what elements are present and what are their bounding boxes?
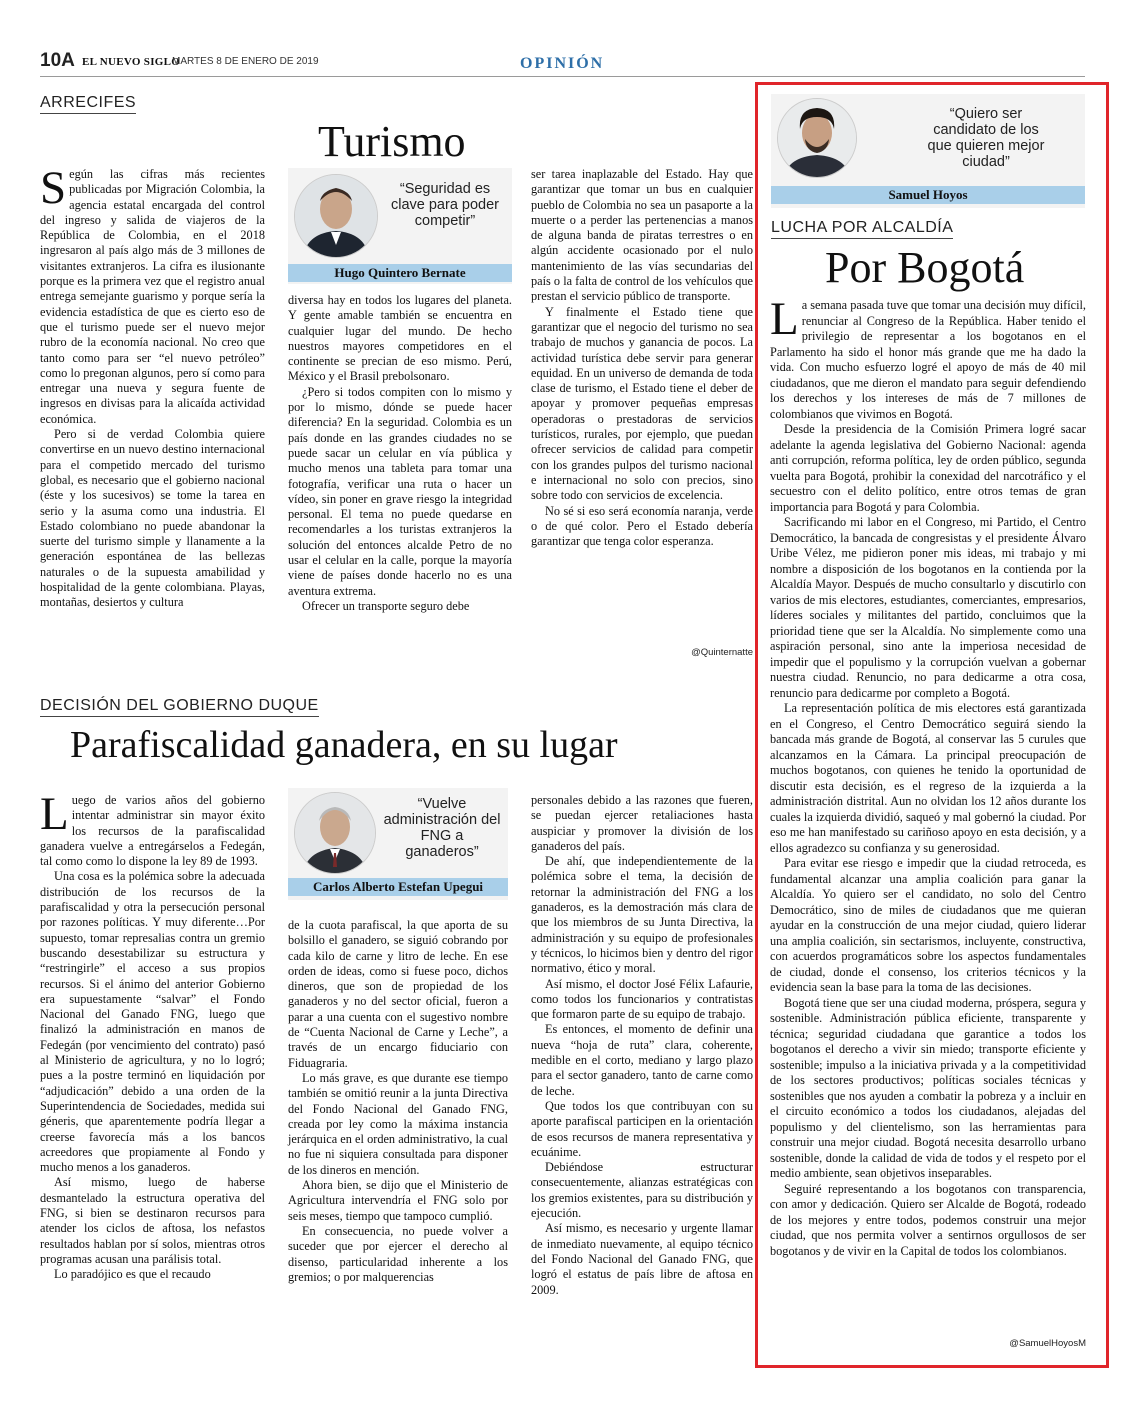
- author-name: Carlos Alberto Estefan Upegui: [288, 878, 508, 896]
- paragraph: Una cosa es la polémica sobre la adecuada distribución de los recursos de la parafiscalidad y otra la persecución personal por razones políticas. Y muy diferente…Por supuesto, tomar represalias contra un gremio buscando desestabilizar su estructura y “restringirle” el acceso a sus propios recursos. Si el ánimo del anterior Gobierno era supuestamente “salvar” el Fondo Nacional del Ganado FNG, luego que finalizó la administración en manos de Fedegán (por vencimiento del contrato) pasó al Ministerio de agricultura, y no lo logró; pues a la postre terminó en liquidación por “adjudicación” debido a una orden de la Superintendencia de Sociedades, medida sui géneris, que aparentemente podría llegar a creerse favorecía más a los bancos acreedores que propiamente al Fondo y mucho menos a los ganaderos.: [40, 869, 265, 1175]
- drop-cap: L: [770, 293, 799, 345]
- newspaper-name: EL NUEVO SIGLO: [82, 56, 181, 68]
- paragraph: Lo más grave, es que durante ese tiempo también se omitió reunir a la junta Directiva del Fondo Nacional del Ganado FNG, creada por ley como la máxima instancia jerárquica en el orden administrativo, la cual no fue ni siquiera consultada para disponer de los dineros en mención.: [288, 1070, 508, 1177]
- author-photo: [777, 98, 857, 178]
- pull-quote: “Quiero ser candidato de los que quieren mejor ciudad”: [927, 106, 1045, 170]
- paragraph: En consecuencia, no puede volver a suceder que por ejercer el derecho al disenso, particularidad inherente a los gremios; o por malquerencias: [288, 1223, 508, 1284]
- paragraph: Así mismo, es necesario y urgente llamar de inmediato nuevamente, al equipo técnico del Fondo Nacional del Ganado FNG, que logró el estatus de país libre de aftosa en 2009.: [531, 1221, 753, 1297]
- paragraph: [40, 162, 265, 427]
- article-column-1: [40, 162, 265, 611]
- paragraph: Y finalmente el Estado tiene que garantizar que el negocio del turismo no sea trabajo de muchos y ganancia de pocos. La actividad turística debe servir para generar equidad. En un universo de demanda de toda clase de turismo, el Estado tiene el deber de apoyar y promover pequeñas empresas operadoras o prestadoras de servicios turísticos, rurales, por ejemplo, que puedan ofrecer servicios de calidad para competir con los grandes pulpos del turismo nacional e internacional no solo con precios, sino sobre todo con servicios de excelencia.: [531, 304, 753, 503]
- paragraph: de la cuota parafiscal, la que aporta de su bolsillo el ganadero, se siguió cobrando por cada kilo de carne y litro de leche. En ese orden de ideas, como si fuese poco, dichos dineros, que son de propiedad de los ganaderos y no del sector oficial, fueron a parar a una cuenta con el sugestivo nombre de “Cuenta Nacional de Carne y Leche”, a través de un encargo fiduciario con Fiduagraria.: [288, 918, 508, 1070]
- author-photo: [294, 792, 376, 874]
- paragraph: Que todos los que contribuyan con su aporte parafiscal participen en la orientación de esos recursos de manera representativa y ecuánime.: [531, 1098, 753, 1159]
- paragraph: Así mismo, luego de haberse desmantelado la estructura operativa del FNG, si bien se destinaron recursos para atender los ciclos de aftosa, los nefastos resultados hablan por sí solos, mientras otros programas acusan una parálisis total.: [40, 1175, 265, 1266]
- author-box: [771, 94, 1085, 208]
- author-box: [288, 168, 512, 284]
- author-portrait-icon: [778, 99, 856, 177]
- paragraph: Pero si de verdad Colombia quiere convertirse en un nuevo destino internacional para el competido mercado del turismo global, es necesario que el gobierno nacional (éste y los sucesivos) se tome la tarea en serio y la asuma como una industria. El Estado colombiano no puede abandonar la suerte del turismo simple y llanamente a la generación espontánea de las bellezas naturales o de la supuesta amabilidad y hospitalidad de la gente colombiana. Playas, montañas, desiertos y cultura: [40, 427, 265, 610]
- article-kicker: LUCHA POR ALCALDÍA: [771, 219, 953, 239]
- article-headline: Turismo: [318, 117, 466, 166]
- paragraph: ¿Pero si todos compiten con lo mismo y por lo mismo, dónde se puede hacer diferencia? En la seguridad. Colombia es un país donde en las grandes ciudades no se puede sacar un celular en vía pública y mucho menos una tableta para tomar una fotografía, verificar una ruta o hacer un vídeo, sin poner en grave riesgo la integridad personal. El tema no puede quedarse en recomendarles a los turistas extranjeros la solución del entonces alcalde Petro de no usar el celular en la calle, porque la mayoría viene de países donde hacerlo no es una aventura extrema.: [288, 384, 512, 598]
- header-rule: [40, 76, 1085, 77]
- article-column-1: [40, 788, 265, 1283]
- paragraph: Así mismo, el doctor José Félix Lafaurie, como todos los funcionarios y contratistas que formaron parte de su equipo de trabajo.: [531, 976, 753, 1022]
- issue-date: MARTES 8 DE ENERO DE 2019: [172, 56, 319, 67]
- paragraph-text: a semana pasada tuve que tomar una decisión muy difícil, renunciar al Congreso de la República. Haber tenido el privilegio de representar a los bogotanos en el Parlamento ha sido el honor más grande que me ha dado la vida. Con mucho esfuerzo logré el apoyo de más de 40 mil ciudadanos, que me dieron el mandato para seguir defendiendo los derechos y los intereses de más de 7 millones de colombianos que vivimos en Bogotá.: [770, 298, 1086, 421]
- paragraph: personales debido a las razones que fueren, se puedan ejercer retaliaciones hasta auspiciar y promover la división de los ganaderos del país.: [531, 793, 753, 853]
- author-box: [288, 788, 508, 900]
- paragraph: Sacrificando mi labor en el Congreso, mi Partido, el Centro Democrático, la bancada de congresistas y el presidente Álvaro Uribe Vélez, me pidieron poner mis ideas, mi trabajo y mi nombre a disposición de los bogotanos en la contienda por la Alcaldía Mayor. Después de mucho consultarlo y discutirlo con varios de mis electores, estudiantes, comerciantes, empresarios, líderes sociales y militantes del partido, concluimos que la prioridad tiene que ser la Alcaldía. No simplemente como una aspiración personal, sino ante la imperiosa necesidad de impedir que el populismo y la corrupción vuelvan a gobernar nuestra ciudad. Renuncio, no para dedicarme a otra cosa, renuncio para dedicarme por completo a Bogotá.: [770, 515, 1086, 700]
- paragraph: diversa hay en todos los lugares del planeta. Y gente amable también se encuentra en cualquier lugar del mundo. De hecho nuestros mayores competidores en el continente se precian de eso mismo. Perú, México y el Brasil prebolsonaro.: [288, 293, 512, 384]
- paragraph: De ahí, que independientemente de la polémica sobre el tema, la decisión de retornar la administración del FNG a los ganaderos, es la demostración más clara de que los miembros de su Junta Directiva, la administración y su equipo de profesionales y técnicos, lo hicimos bien y dentro del rigor normativo, ético y moral.: [531, 854, 753, 976]
- paragraph-text: uego de varios años del gobierno intentar administrar sin mayor éxito los recursos de la parafiscalidad ganadera vuelve a entregárselos a Fedegán, tal como como lo dispone la ley 89 de 1993.: [40, 793, 265, 869]
- article-headline: Parafiscalidad ganadera, en su lugar: [70, 724, 618, 766]
- pull-quote: “Vuelve administración del FNG a ganaderos”: [383, 796, 501, 860]
- author-name: Samuel Hoyos: [771, 186, 1085, 204]
- paragraph: Lo paradójico es que el recaudo: [54, 1267, 211, 1282]
- paragraph: ser tarea inaplazable del Estado. Hay que garantizar que tomar un bus en cualquier pueblo de Colombia no sea un pasaporte a la muerte o a perder las pertenencias a manos de alguna banda de piratas terrestres o en algún accidente ocasionado por el nulo mantenimiento de las vías secundarias del país o la falta de control de los vehículos que prestan el servicio público de transporte.: [531, 167, 753, 304]
- author-portrait-icon: [295, 175, 377, 257]
- article-body: [770, 293, 1086, 1259]
- author-portrait-icon: [295, 793, 375, 873]
- section-title: OPINIÓN: [520, 55, 605, 72]
- article-column-3: [531, 793, 753, 1298]
- article-column-2: [288, 293, 512, 614]
- article-column-3: [531, 167, 753, 549]
- article-kicker: ARRECIFES: [40, 94, 136, 114]
- article-kicker: DECISIÓN DEL GOBIERNO DUQUE: [40, 697, 319, 717]
- paragraph: No sé si eso será economía naranja, verde o de qué color. Pero el Estado debería garantizar que tenga color esperanza.: [531, 503, 753, 549]
- paragraph: Ahora bien, se dijo que el Ministerio de Agricultura intervendría el FNG solo por seis meses, tiempo que tampoco cumplió.: [288, 1178, 508, 1223]
- article-headline: Por Bogotá: [825, 243, 1025, 292]
- page-number: 10A: [40, 50, 75, 71]
- author-name: Hugo Quintero Bernate: [288, 264, 512, 282]
- drop-cap: L: [40, 788, 69, 840]
- pull-quote: “Seguridad es clave para poder competir”: [390, 181, 499, 229]
- paragraph: Ofrecer un transporte seguro debe: [302, 598, 470, 613]
- paragraph: [40, 788, 265, 869]
- paragraph: [770, 293, 1086, 422]
- paragraph-text: egún las cifras más recientes publicadas por Migración Colombia, la agencia estatal encargada del control del ingreso y salida de viajeros de la República de Colombia, en el 2018 ingresaron al país algo más de 3 millones de visitantes extranjeros. La cifra es ilusionante porque es la primera vez que el registro anual entrega semejante guarismo y porque sería la evidencia estadística de que es cierto eso de que el turismo puede ser el nuevo mejor rubro de la economía nacional. No creo que tanto como para ser “el nuevo petróleo” como lo pregonan algunos, pero sí como para entregar una nueva y segura fuente de ingresos en divisas para la alicaída actividad económica.: [40, 167, 265, 426]
- paragraph: Es entonces, el momento de definir una nueva “hoja de ruta” clara, coherente, medible en el corto, mediano y largo plazo para el sector ganadero, tanto de carne como de leche.: [531, 1022, 753, 1098]
- paragraph: Para evitar ese riesgo e impedir que la ciudad retroceda, es fundamental alcanzar una amplia coalición para ganar la Alcaldía. Yo quiero ser el candidato, no solo del Centro Democrático, sino de miles de ciudadanos que me quieran ayudar en la construcción de una mejor ciudad, quiero liderar una amplia coalición, sin sectarismos, incluyente, constructiva, con acuerdos programáticos sobre los aspectos fundamentales de ciudad, donde el consenso, los criterios técnicos y la evidencia sean la base para la toma de las decisiones.: [770, 856, 1086, 994]
- drop-cap: S: [40, 162, 67, 214]
- paragraph: La representación política de mis electores está garantizada en el Congreso, el Centro Democrático seguirá siendo la bancada más grande de Bogotá, al conservar las 5 curules que alcanzamos en la Cámara. La principal preocupación de muchos bogotanos, con quienes he tenido la oportunidad de discutir esta decisión, es el regreso de la izquierda a la administración distrital. Aun no olvidan los 12 años durante los cuales la izquierda dividió, saqueó y mal gobernó la ciudad. Por eso me han manifestado su cariñoso apoyo en esta decisión, y a ellos agradezco su confianza y su generosidad.: [770, 701, 1086, 855]
- paragraph: Desde la presidencia de la Comisión Primera logré sacar adelante la agenda legislativa del Gobierno Nacional: agenda anti corrupción, reforma política, ley de orden público, segunda vuelta para Bogotá, prohibir la conexidad del narcotráfico y el secuestro con el delito político, entre otros temas de gran importancia para Bogotá y para Colombia.: [770, 422, 1086, 514]
- author-handle[interactable]: @Quinternatte: [691, 647, 753, 658]
- paragraph: Bogotá tiene que ser una ciudad moderna, próspera, segura y sostenible. Administración pública eficiente, transparente y técnica; seguridad ciudadana que garantice a todos los bogotanos el derecho a vivir sin miedo; transporte eficiente y sostenible; impulso a la iniciativa privada y a la competitividad de los sectores productivos; políticas sociales técnicas y sostenibles que nos ayuden a combatir la pobreza y a incluir en el circuito económico a todos los ciudadanos, alejadas del populismo y del clientelismo, son las herramientas para construir una mejor ciudad. Bogotá necesita desarrollo urbano sostenible, donde la calidad de vida de todos y el respeto por el medio ambiente, sean objetivos inseparables.: [770, 995, 1086, 1180]
- paragraph: Seguiré representando a los bogotanos con transparencia, con amor y dedicación. Quiero ser Alcalde de Bogotá, rodeado de los mejores y entre todos, podemos construir una mejor ciudad, que nos permita volver a sentirnos orgullosos de ser bogotanos y de vivir en la Capital de todos los colombianos.: [770, 1181, 1086, 1258]
- author-handle[interactable]: @SamuelHoyosM: [1009, 1338, 1086, 1349]
- author-photo: [294, 174, 378, 258]
- paragraph: Debiéndose estructurar consecuentemente, alianzas estratégicas con los gremios existentes, para su distribución y ejecución.: [531, 1160, 753, 1221]
- article-column-2: [288, 918, 508, 1285]
